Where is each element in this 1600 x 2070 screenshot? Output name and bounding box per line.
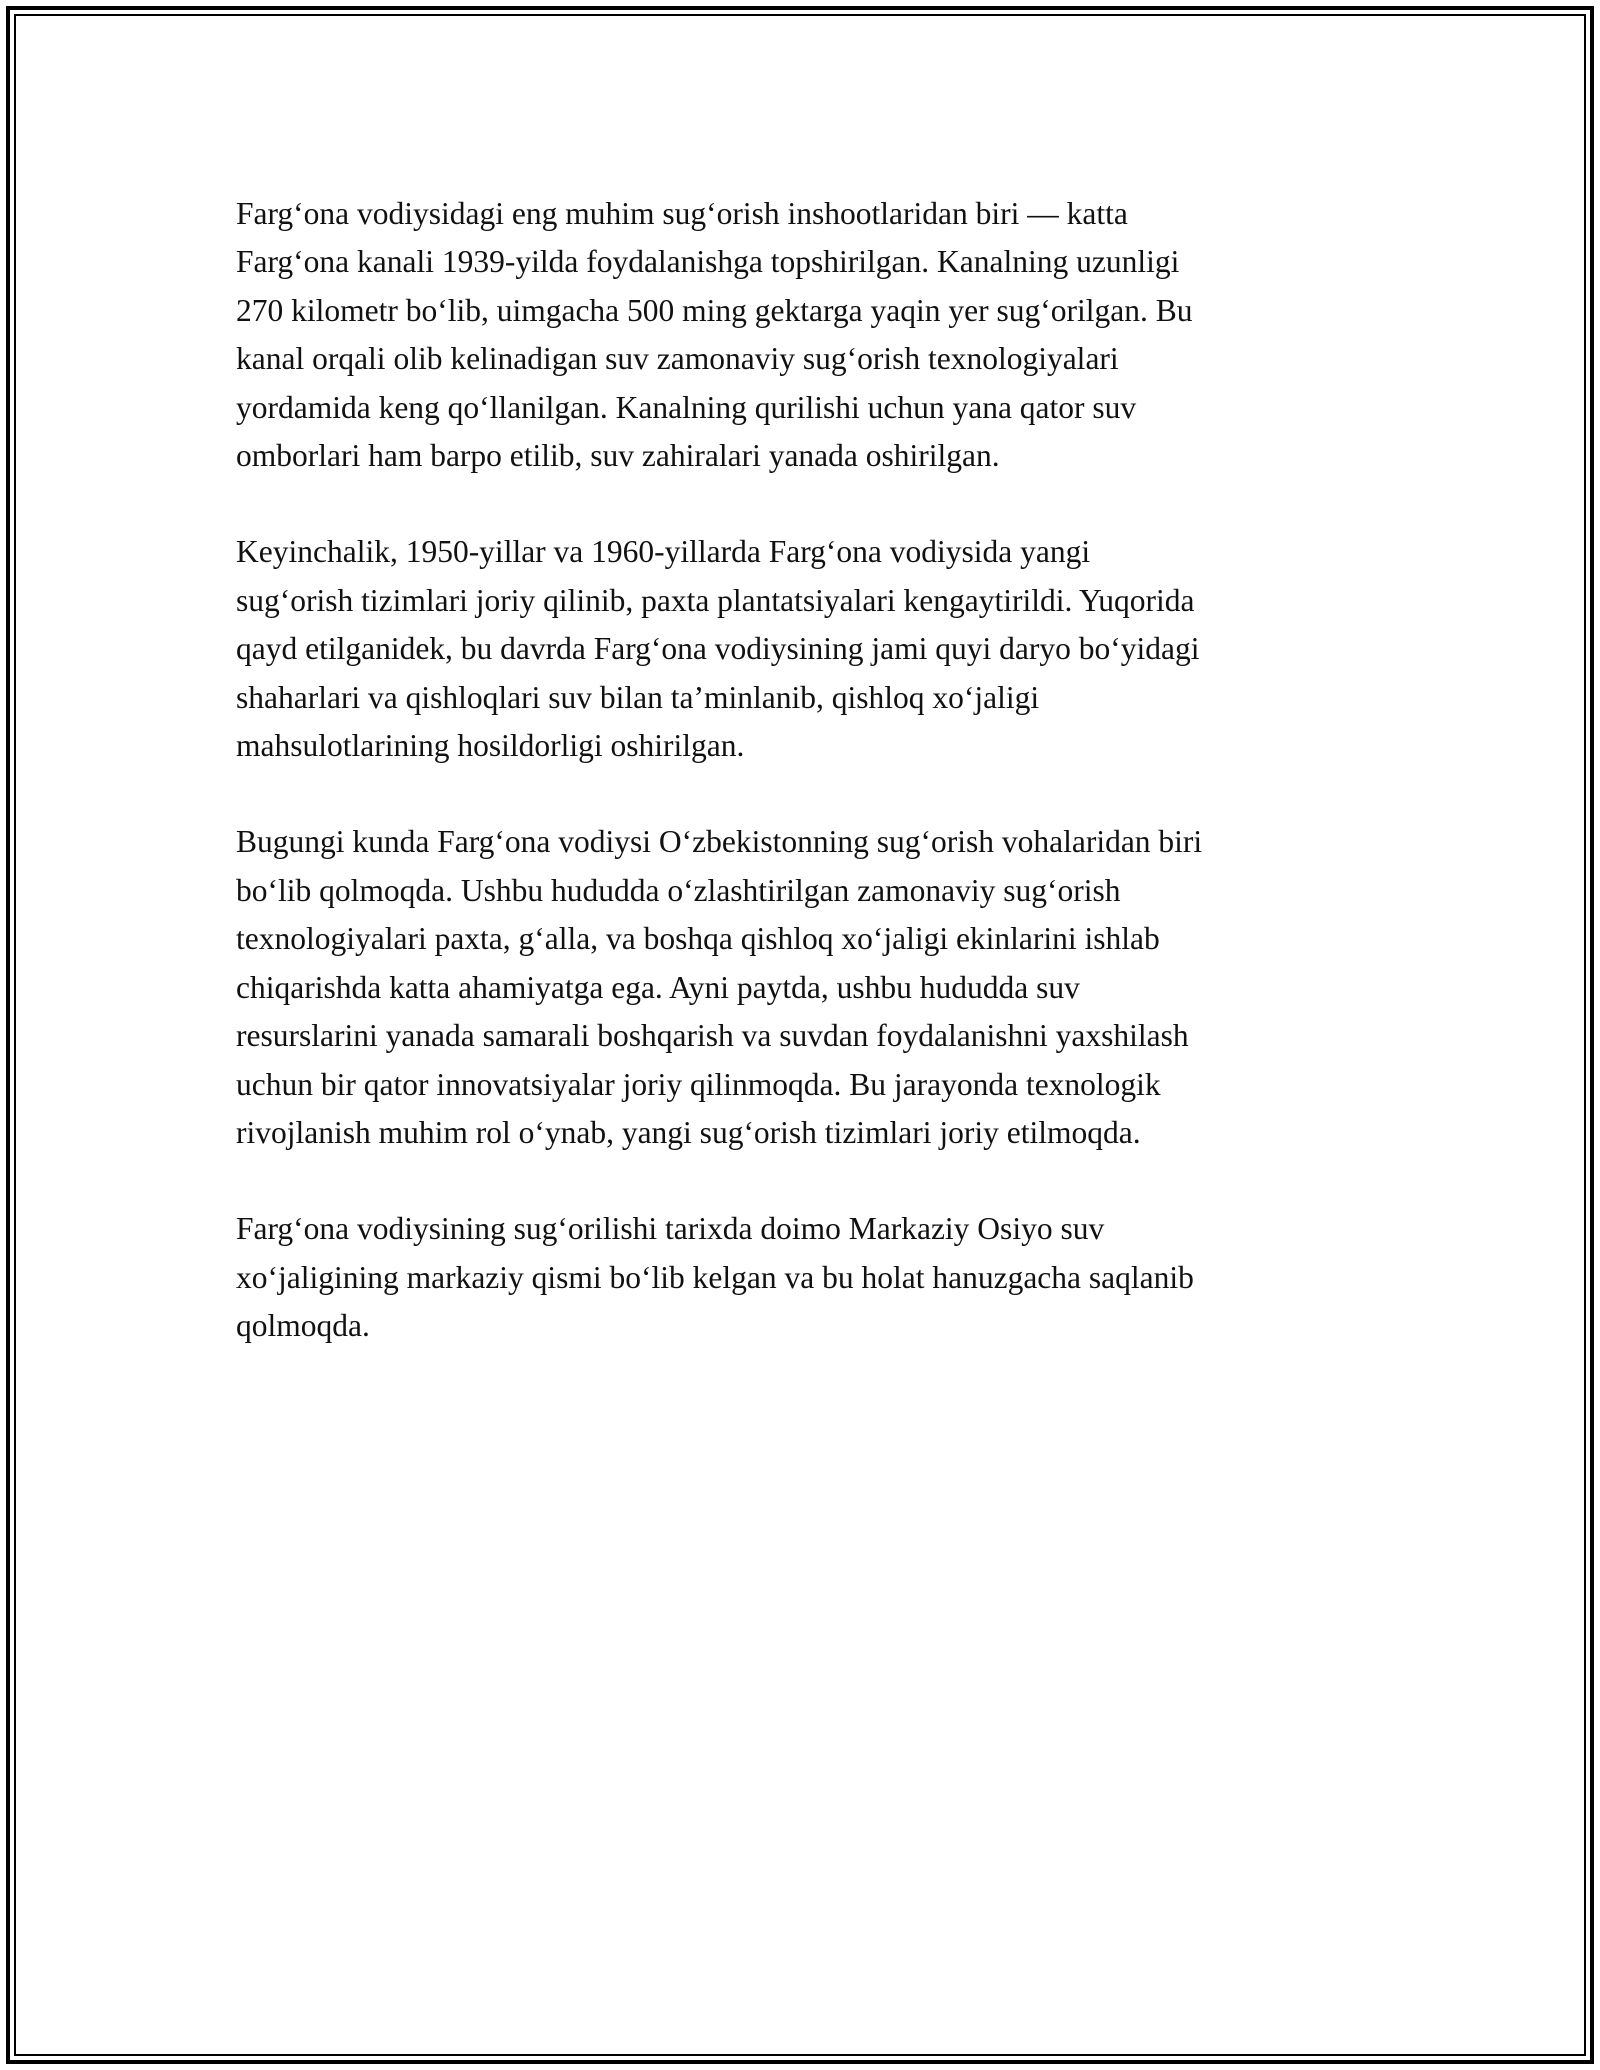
document-body <box>236 190 1366 1351</box>
paragraph-2: Keyinchalik, 1950-yillar va 1960-yillarda Farg‘ona vodiysida yangi sug‘orish tizimlari joriy qilinib, paxta plantatsiyalari kengaytirildi. Yuqorida qayd etilganidek, bu davrda Farg‘ona vodiysining jami quyi daryo bo‘yidagi shaharlari va qishloqlari suv bilan ta’minlanib, qishloq xo‘jaligi mahsulotlarining hosildorligi oshirilgan. <box>236 534 1200 764</box>
paragraph-4: Farg‘ona vodiysining sug‘orilishi tarixda doimo Markaziy Osiyo suv xo‘jaligining markaziy qismi bo‘lib kelgan va bu holat hanuzgacha saqlanib qolmoqda. <box>236 1211 1194 1344</box>
paragraph-1: Farg‘ona vodiysidagi eng muhim sug‘orish inshootlaridan biri — katta Farg‘ona kanali 1939-yilda foydalanishga topshirilgan. Kanalning uzunligi 270 kilometr bo‘lib, uimgacha 500 ming gektarga yaqin yer sug‘orilgan. Bu kanal orqali olib kelinadigan suv zamonaviy sug‘orish texnologiyalari yordamida keng qo‘llanilgan. Kanalning qurilishi uchun yana qator suv omborlari ham barpo etilib, suv zahiralari yanada oshirilgan. <box>236 196 1193 474</box>
paragraph-3: Bugungi kunda Farg‘ona vodiysi O‘zbekistonning sug‘orish vohalaridan biri bo‘lib qolmoqda. Ushbu hududda o‘zlashtirilgan zamonaviy sug‘orish texnologiyalari paxta, g‘alla, va boshqa qishloq xo‘jaligi ekinlarini ishlab chiqarishda katta ahamiyatga ega. Ayni paytda, ushbu hududda suv resurslarini yanada samarali boshqarish va suvdan foydalanishni yaxshilash uchun bir qator innovatsiyalar joriy qilinmoqda. Bu jarayonda texnologik rivojlanish muhim rol o‘ynab, yangi sug‘orish tizimlari joriy etilmoqda. <box>236 824 1203 1150</box>
